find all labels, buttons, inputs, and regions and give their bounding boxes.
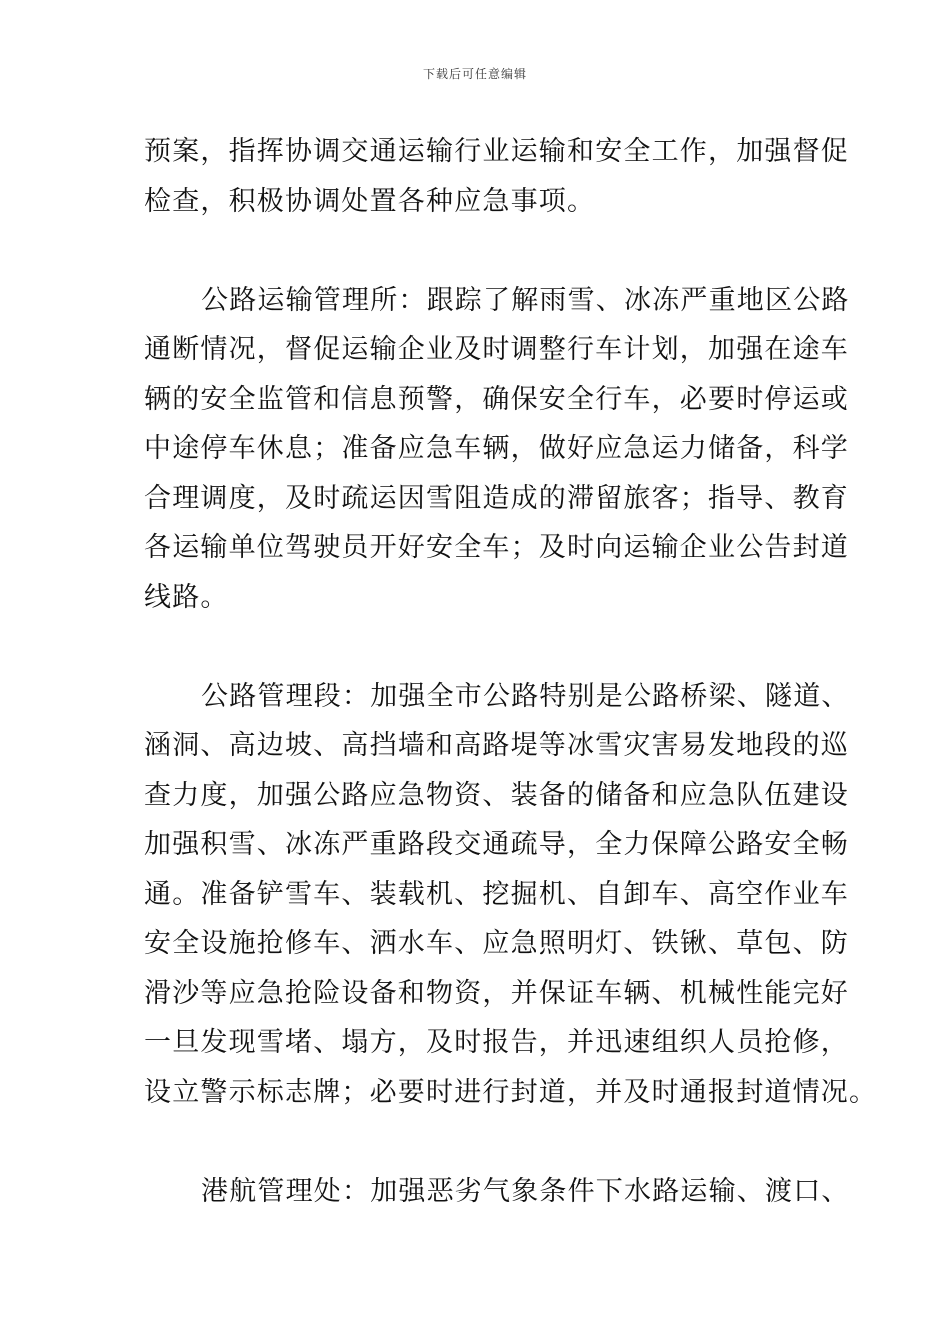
text-line: 检查，积极协调处置各种应急事项。 <box>144 185 596 217</box>
text-line: 滑沙等应急抢险设备和物资，并保证车辆、机械性能完好 <box>144 977 849 1009</box>
paragraph-3 <box>144 672 878 1118</box>
text-line: 安全设施抢修车、洒水车、应急照明灯、铁锹、草包、防 <box>144 928 849 959</box>
text-line: 设立警示标志牌；必要时进行封道，并及时通报封道情况。 <box>144 1076 878 1108</box>
paragraph-gap <box>144 1117 810 1167</box>
paragraph-4 <box>144 1167 850 1217</box>
text-line: 中途停车休息；准备应急车辆，做好应急运力储备，科学 <box>144 433 849 464</box>
text-line: 线路。 <box>144 581 229 613</box>
page-header: 下载后可任意编辑 <box>422 67 527 81</box>
text-line: 通断情况，督促运输企业及时调整行车计划，加强在途车 <box>144 334 849 365</box>
text-line: 公路管理段：加强全市公路特别是公路桥梁、隧道、 <box>201 680 850 712</box>
text-line: 港航管理处：加强恶劣气象条件下水路运输、渡口、 <box>201 1175 850 1207</box>
paragraph-2 <box>144 276 850 623</box>
paragraph-1 <box>144 127 849 226</box>
text-line: 一旦发现雪堵、塌方，及时报告，并迅速组织人员抢修， <box>144 1027 849 1058</box>
text-line: 涵洞、高边坡、高挡墙和高路堤等冰雪灾害易发地段的巡 <box>144 730 849 761</box>
text-line: 公路运输管理所：跟踪了解雨雪、冰冻严重地区公路 <box>201 284 850 316</box>
text-line: 查力度，加强公路应急物资、装备的储备和应急队伍建设 <box>144 779 849 811</box>
text-line: 加强积雪、冰冻严重路段交通疏导，全力保障公路安全畅 <box>144 829 849 860</box>
text-line: 辆的安全监管和信息预警，确保安全行车，必要时停运或 <box>144 383 849 415</box>
paragraph-gap <box>144 226 810 276</box>
text-line: 各运输单位驾驶员开好安全车；及时向运输企业公告封道 <box>144 532 849 563</box>
document-body <box>144 127 878 1216</box>
text-line: 通。准备铲雪车、装载机、挖掘机、自卸车、高空作业车 <box>144 878 849 910</box>
paragraph-gap <box>144 622 810 672</box>
text-line: 合理调度，及时疏运因雪阻造成的滞留旅客；指导、教育 <box>144 482 849 514</box>
text-line: 预案，指挥协调交通运输行业运输和安全工作，加强督促 <box>144 136 849 167</box>
